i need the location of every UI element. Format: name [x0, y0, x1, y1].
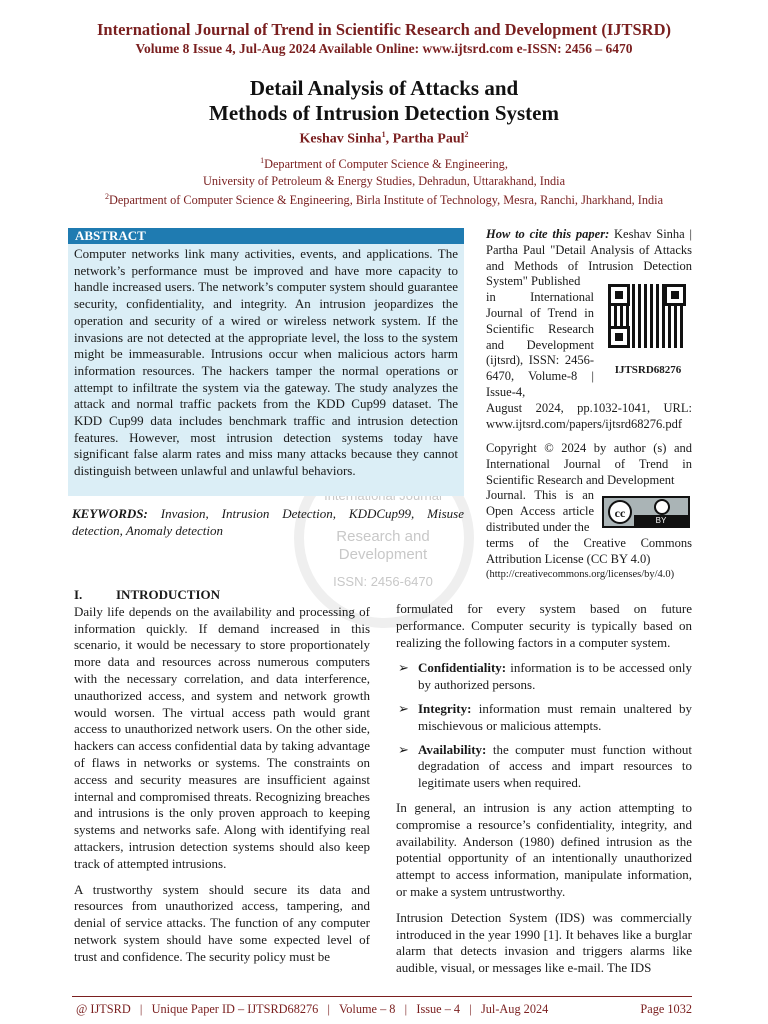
aff2-text: Department of Computer Science & Engineering, Birla Institute of Technology, Mesra, Ranchi, Jharkhand, India — [108, 193, 664, 208]
citation-text-tail[interactable]: August 2024, pp.1032-1041, URL: www.ijtsrd.com/papers/ijtsrd68276.pdf — [486, 400, 692, 431]
journal-name: International Journal of Trend in Scientific Research and Development (IJTSRD) — [97, 20, 671, 39]
intro-paragraph-2: A trustworthy system should secure its data and resources from unauthorized access, tampering, and denial of service attacks. The function of any computer network system should have some expected level of trust and confidence. The security policy must be — [74, 881, 370, 964]
footer-text: @ IJTSRD | Unique Paper ID – IJTSRD68276 | Volume – 8 | Issue – 4 | Jul-Aug 2024 — [76, 1002, 549, 1016]
citation-text-full: Keshav Sinha | Partha Paul "Detail Analysis of Attacks and Methods of Intrusion Detection System" Published — [486, 227, 692, 289]
footer — [76, 1002, 692, 1017]
author-1-sup: 1 — [381, 130, 386, 139]
list-item — [396, 660, 692, 694]
keywords — [72, 505, 464, 539]
watermark-line-2: Research and — [336, 528, 430, 545]
cc-icon: cc — [608, 500, 632, 524]
list-item — [396, 742, 692, 792]
abstract-heading: ABSTRACT — [68, 228, 464, 244]
affiliation-2 — [0, 192, 768, 208]
cc-by-license-icon[interactable] — [602, 496, 690, 528]
qr-finder-tr — [664, 284, 686, 306]
bullet-term: Confidentiality: — [418, 660, 507, 676]
aff1-sup: 1 — [260, 156, 265, 165]
by-label: BY — [634, 515, 688, 526]
author-2: Partha Paul — [392, 131, 465, 147]
intro-paragraph-1: Daily life depends on the availability and processing of information quickly. If demand increased in this scenario, it would be necessary to store proportionately more data and resources across numerous computers with the necessary correlation, and data interference, unauthorized access, and system and network growth would worsen. The virtual access path would grant access to unauthorized network users. On the other side, hackers can access confidential data by taking advantage of flaws in networks or systems. The constraints on access and security measures are insufficient against internal and compromised threats. Recognizing breaches and intrusions is the only proven approach to keeping systems and networks safe. Along with identifying real attackers, intrusion detection systems should also keep track of attempted intrusions. — [74, 603, 370, 871]
qr-paper-id: IJTSRD68276 — [614, 364, 682, 376]
bullet-text: the computer must function without degradation of access and impart resources to legitimate users when required. — [418, 741, 692, 791]
section-number: I. — [74, 587, 83, 602]
author-1: Keshav Sinha — [299, 131, 382, 147]
intro-paragraph-4: In general, an intrusion is any action attempting to compromise a resource’s confidentiality, integrity, and availability. Anderson (1980) defined intrusion as the potential opportunity of an intentionally unauthorized attempt to access information, manipulate information, or make a system untrustworthy. — [396, 799, 692, 899]
license-url[interactable]: (http://creativecommons.org/licenses/by/4.0) — [486, 569, 675, 581]
authors — [0, 130, 768, 148]
bullet-text: information must remain unaltered by mischievous or malicious attempts. — [418, 700, 692, 733]
bullet-term: Integrity: — [418, 700, 472, 716]
arrow-bullet-icon: ➢ — [398, 660, 409, 676]
arrow-bullet-icon: ➢ — [398, 700, 409, 716]
author-2-sup: 2 — [464, 130, 469, 139]
section-heading — [74, 587, 370, 604]
footer-divider — [72, 996, 692, 997]
qr-code[interactable] — [608, 284, 686, 348]
qr-finder-tl — [608, 284, 630, 306]
abstract-box — [68, 228, 464, 496]
arrow-bullet-icon: ➢ — [398, 741, 409, 757]
aff2-sup: 2 — [104, 192, 109, 201]
bullet-term: Availability: — [418, 741, 487, 757]
intro-paragraph-5: Intrusion Detection System (IDS) was commercially introduced in the year 1990 [1]. It behaves like a burglar alarm that detects invasion and triggers alarms like audible, visual, or messages like e-mail. The IDS — [396, 909, 692, 976]
paper-title — [0, 76, 768, 126]
volume-line: Volume 8 Issue 4, Jul-Aug 2024 Available Online: www.ijtsrd.com e-ISSN: 2456 – 6470 — [135, 41, 633, 56]
affiliation-1-line-2: University of Petroleum & Energy Studies, Dehradun, Uttarakhand, India — [202, 174, 566, 188]
affiliation-1-line-1 — [0, 156, 768, 172]
aff1-text: Department of Computer Science & Engineering, — [264, 157, 508, 172]
keywords-text: Invasion, Intrusion Detection, KDDCup99, Misuse detection, Anomaly detection — [72, 506, 464, 538]
abstract-text: Computer networks link many activities, events, and applications. The network’s performance must be improved and have more capacity to handle increased users. The network’s computer system should guarantee security, confidentiality, and integrity. An intrusion jeopardizes the operation and security of a wired or wireless network system. If the invasions are not detected at the appropriate level, the loss to the system might be immeasurable. Intrusions occur when malicious actors harm information resources. The hackers tamper the normal operations or attempt to infiltrate the system via the gateway. The study analyzes the attack and normal traffic packets from the KDD Cup99 dataset. The KDD Cup99 data includes benchmark traffic and intrusion detection features. However, most intrusion detection systems today have significant false alarm rates and miss many attacks because they cannot distinguish between unlawful and unlawful behaviors. — [74, 246, 458, 479]
watermark-line-3: Development — [338, 546, 428, 563]
citation-label: How to cite this paper: — [486, 227, 610, 241]
qr-finder-bl — [608, 326, 630, 348]
left-column — [74, 587, 370, 975]
page-number: Page 1032 — [640, 1002, 692, 1016]
bullet-text: information is to be accessed only by authorized persons. — [418, 660, 692, 693]
title-line-2: Methods of Intrusion Detection System — [209, 101, 559, 125]
watermark-line-4: ISSN: 2456-6470 — [333, 574, 433, 589]
security-factors-list — [396, 660, 692, 792]
citation-text-narrow: in International Journal of Trend in Scientific Research and Development (ijtsrd), ISSN: 2456-6470, Volume-8 | Issue-4, — [486, 290, 594, 399]
section-title: INTRODUCTION — [116, 587, 221, 602]
list-item — [396, 701, 692, 735]
right-column — [396, 601, 692, 986]
author-separator: , — [385, 131, 393, 147]
intro-paragraph-3: formulated for every system based on future performance. Computer security is typically based on realizing the following factors in a computer system. — [396, 601, 692, 650]
copyright-text-top: Copyright © 2024 by author (s) and International Journal of Trend in Scientific Research and Development — [486, 441, 692, 487]
attribution-icon — [654, 499, 670, 515]
title-line-1: Detail Analysis of Attacks and — [249, 76, 519, 100]
copyright-text-tail: terms of the Creative Commons Attribution License (CC BY 4.0) — [486, 535, 692, 566]
keywords-label: KEYWORDS: — [72, 506, 148, 521]
copyright-text-narrow: Journal. This is an Open Access article distributed under the — [486, 488, 594, 534]
